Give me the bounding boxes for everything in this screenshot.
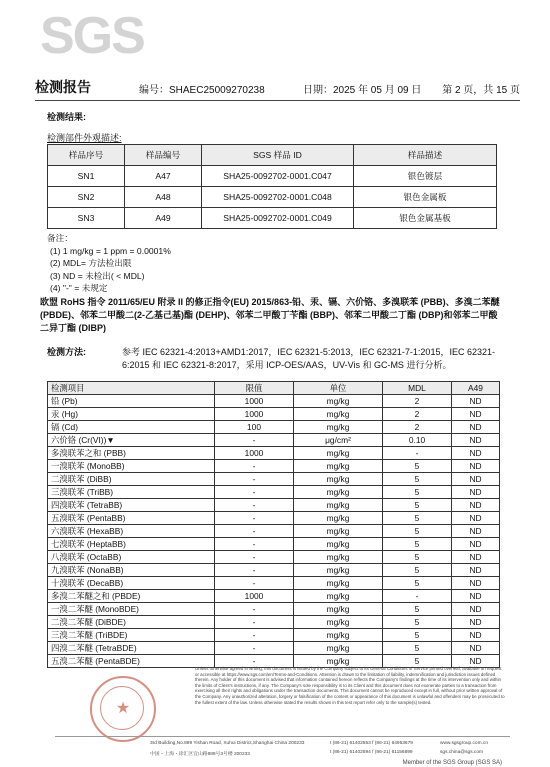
results-table-row-cell: mg/kg bbox=[294, 551, 383, 564]
results-table-row bbox=[48, 577, 500, 590]
results-table-row-cell: 七溴联苯 (HeptaBB) bbox=[48, 538, 215, 551]
website: www.sgsgroup.com.cn bbox=[440, 741, 488, 746]
results-table-row-cell: - bbox=[383, 447, 452, 460]
results-table-row-cell: mg/kg bbox=[294, 486, 383, 499]
legal-disclaimer: Unless otherwise agreed in writing, this document is issued by the Company subject to its General Conditions of Service printed overleaf, available on request or accessible at https://www.sgs.com/en/Terms-and-Conditions. Attention is drawn to the limitation of liability, indemnification and jurisdiction issues defined therein. Any holder of this document is advised that information contained hereon reflects the Company's findings at the time of its intervention only and within the limits of Client's instructions, if any. The Company's sole responsibility is to its Client and this document does not exonerate parties to a transaction from exercising all their rights and obligations under the transaction documents. This document cannot be reproduced except in full, without prior written approval of the Company. Any unauthorized alteration, forgery or falsification of the content or appearance of this document is unlawful and offenders may be prosecuted to the fullest extent of the law. Unless otherwise stated the results shown in this test report refer only to the sample(s) tested. bbox=[195, 666, 505, 705]
results-table-row-cell: 六溴联苯 (HexaBB) bbox=[48, 525, 215, 538]
results-table-row-cell: ND bbox=[452, 460, 500, 473]
results-table-row-cell: ND bbox=[452, 512, 500, 525]
results-table-row bbox=[48, 642, 500, 655]
parts-table-row-cell: SHA25-0092702-0001.C047 bbox=[202, 166, 354, 187]
results-table-row-cell: mg/kg bbox=[294, 603, 383, 616]
results-table-row-cell: 5 bbox=[383, 616, 452, 629]
results-table-row bbox=[48, 421, 500, 434]
results-table-row-cell: ND bbox=[452, 447, 500, 460]
report-number: 编号：SHAEC25009270238 bbox=[139, 85, 265, 96]
results-table-row-cell: 汞 (Hg) bbox=[48, 408, 215, 421]
sgs-logo: SGS bbox=[40, 7, 144, 65]
parts-table-row-cell: SHA25-0092702-0001.C048 bbox=[202, 187, 354, 208]
results-table-row-cell: 1000 bbox=[215, 408, 294, 421]
results-table-row-cell: - bbox=[215, 460, 294, 473]
address-en: 3rd Building,No.889 Yishan Road, Xuhui District,Shanghai China 200233 bbox=[150, 741, 305, 746]
results-table-row-cell: 二溴联苯 (DiBB) bbox=[48, 473, 215, 486]
parts-table-row-cell: A49 bbox=[125, 208, 202, 229]
results-table-row-cell: ND bbox=[452, 616, 500, 629]
results-table-row-cell: 5 bbox=[383, 642, 452, 655]
notes bbox=[47, 232, 171, 295]
results-table-row bbox=[48, 486, 500, 499]
results-table-row-cell: - bbox=[215, 616, 294, 629]
results-table-row-cell: - bbox=[215, 538, 294, 551]
results-table-row-cell: 5 bbox=[383, 655, 452, 668]
results-table-row-cell: ND bbox=[452, 655, 500, 668]
note-item: (2) MDL= 方法检出限 bbox=[50, 258, 132, 268]
rohs-title: 欧盟 RoHS 指令 2011/65/EU 附录 II 的修正指令(EU) 2015/863-铅、汞、镉、六价铬、多溴联苯 (PBB)、多溴二苯醚 (PBDE)、邻苯二甲酸二(2-乙基己基)酯 (DEHP)、邻苯二甲酸丁苄酯 (BBP)、邻苯二甲酸二丁酯 (DBP)和邻苯二甲酸二异丁酯 (DIBP) bbox=[40, 297, 500, 333]
results-table-row-cell: - bbox=[215, 486, 294, 499]
results-table-row-cell: 十溴联苯 (DecaBB) bbox=[48, 577, 215, 590]
parts-table-row-cell: A48 bbox=[125, 187, 202, 208]
results-table-row-cell: - bbox=[215, 473, 294, 486]
results-table-row-cell: mg/kg bbox=[294, 512, 383, 525]
results-table-row-cell: - bbox=[215, 564, 294, 577]
results-table-row bbox=[48, 447, 500, 460]
results-table-row bbox=[48, 460, 500, 473]
results-table-row-cell: 三溴二苯醚 (TriBDE) bbox=[48, 629, 215, 642]
results-table-row-cell: 5 bbox=[383, 525, 452, 538]
results-table-row-cell: - bbox=[215, 603, 294, 616]
results-table-row-cell: 5 bbox=[383, 512, 452, 525]
results-header-cell: 检测项目 bbox=[48, 382, 215, 395]
results-table-row-cell: ND bbox=[452, 486, 500, 499]
results-table-row bbox=[48, 395, 500, 408]
results-table-row-cell: 八溴联苯 (OctaBB) bbox=[48, 551, 215, 564]
results-table-row-cell: 5 bbox=[383, 538, 452, 551]
parts-table-row bbox=[48, 208, 497, 229]
parts-table-row-cell: SHA25-0092702-0001.C049 bbox=[202, 208, 354, 229]
results-table-row-cell: mg/kg bbox=[294, 642, 383, 655]
results-table-row-cell: 0.10 bbox=[383, 434, 452, 447]
results-table-row-cell: 一溴二苯醚 (MonoBDE) bbox=[48, 603, 215, 616]
results-table-row-cell: - bbox=[215, 655, 294, 668]
results-table-row-cell: 三溴联苯 (TriBB) bbox=[48, 486, 215, 499]
results-table-row-cell: μg/cm² bbox=[294, 434, 383, 447]
page-number: 第 2 页，共 15 页 bbox=[442, 85, 520, 96]
results-table-row-cell: 四溴联苯 (TetraBB) bbox=[48, 499, 215, 512]
results-table-row-cell: 5 bbox=[383, 460, 452, 473]
results-table-row-cell: 5 bbox=[383, 603, 452, 616]
results-table-row-cell: 2 bbox=[383, 408, 452, 421]
method-label: 检测方法: bbox=[47, 347, 86, 357]
results-table-row-cell: - bbox=[215, 629, 294, 642]
results-header-cell: MDL bbox=[383, 382, 452, 395]
report-header bbox=[35, 80, 520, 98]
results-table-row-cell: mg/kg bbox=[294, 590, 383, 603]
results-table-row-cell: 五溴联苯 (PentaBB) bbox=[48, 512, 215, 525]
results-table-row-cell: 100 bbox=[215, 421, 294, 434]
phone-en: t (86-21) 61402553 f (86-21) 64953679 bbox=[330, 741, 413, 746]
results-table-row-cell: - bbox=[215, 512, 294, 525]
parts-table-row-cell: 银色金属基板 bbox=[354, 208, 497, 229]
results-table-row-cell: mg/kg bbox=[294, 564, 383, 577]
parts-table-row-cell: A47 bbox=[125, 166, 202, 187]
results-table-row bbox=[48, 434, 500, 447]
results-table-row-cell: - bbox=[215, 642, 294, 655]
results-table-row-cell: mg/kg bbox=[294, 577, 383, 590]
results-table-row bbox=[48, 525, 500, 538]
results-table-row-cell: mg/kg bbox=[294, 525, 383, 538]
results-table-row-cell: mg/kg bbox=[294, 499, 383, 512]
results-table-row-cell: 铅 (Pb) bbox=[48, 395, 215, 408]
results-table-row-cell: 多溴联苯之和 (PBB) bbox=[48, 447, 215, 460]
parts-header-cell: 样品描述 bbox=[354, 145, 497, 166]
parts-heading: 检测部件外观描述: bbox=[47, 133, 122, 143]
results-table-row-cell: ND bbox=[452, 538, 500, 551]
header-divider bbox=[35, 100, 520, 101]
results-header-cell: A49 bbox=[452, 382, 500, 395]
results-table-row-cell: ND bbox=[452, 421, 500, 434]
results-table-row-cell: 5 bbox=[383, 473, 452, 486]
results-table-header-row bbox=[48, 382, 500, 395]
results-table-row-cell: ND bbox=[452, 642, 500, 655]
results-table-row-cell: 5 bbox=[383, 486, 452, 499]
results-table-row bbox=[48, 473, 500, 486]
results-table-row-cell: ND bbox=[452, 629, 500, 642]
results-table-row-cell: mg/kg bbox=[294, 395, 383, 408]
results-table-row bbox=[48, 408, 500, 421]
note-item: (1) 1 mg/kg = 1 ppm = 0.0001% bbox=[50, 245, 171, 256]
parts-table bbox=[47, 144, 497, 229]
results-table-row-cell: ND bbox=[452, 551, 500, 564]
report-title: 检测报告 bbox=[35, 80, 91, 96]
results-table-row-cell: ND bbox=[452, 499, 500, 512]
results-table-row-cell: 5 bbox=[383, 564, 452, 577]
results-table-row-cell: 2 bbox=[383, 421, 452, 434]
results-table-row-cell: ND bbox=[452, 395, 500, 408]
results-table-row-cell: mg/kg bbox=[294, 473, 383, 486]
results-table-row-cell: mg/kg bbox=[294, 460, 383, 473]
results-table-row-cell: ND bbox=[452, 577, 500, 590]
parts-table-row bbox=[48, 166, 497, 187]
note-item: (4) "-" = 未规定 bbox=[50, 283, 108, 293]
results-table-row bbox=[48, 538, 500, 551]
results-table-row-cell: 5 bbox=[383, 577, 452, 590]
results-table-row-cell: mg/kg bbox=[294, 538, 383, 551]
results-table-row-cell: 1000 bbox=[215, 590, 294, 603]
results-table-row-cell: 5 bbox=[383, 629, 452, 642]
address-cn: 中国・上海・徐汇区宜山路889号3号楼 200233 bbox=[150, 752, 250, 757]
phone-cn: t (86-21) 61402594 f (86-21) 61156899 bbox=[330, 750, 413, 755]
results-table-row-cell: ND bbox=[452, 434, 500, 447]
results-table-row-cell: - bbox=[215, 499, 294, 512]
results-table-row-cell: mg/kg bbox=[294, 421, 383, 434]
results-table-row-cell: 四溴二苯醚 (TetraBDE) bbox=[48, 642, 215, 655]
results-table-row-cell: 九溴联苯 (NonaBB) bbox=[48, 564, 215, 577]
results-table-row-cell: - bbox=[215, 434, 294, 447]
results-table-row-cell: mg/kg bbox=[294, 408, 383, 421]
results-table-row-cell: ND bbox=[452, 525, 500, 538]
parts-table-row-cell: 银色金属板 bbox=[354, 187, 497, 208]
company-seal: ★ bbox=[90, 676, 156, 742]
parts-table-row-cell: SN3 bbox=[48, 208, 125, 229]
results-table-row bbox=[48, 499, 500, 512]
results-table-row-cell: ND bbox=[452, 590, 500, 603]
results-table-row bbox=[48, 629, 500, 642]
results-table-row bbox=[48, 512, 500, 525]
parts-table-row-cell: SN1 bbox=[48, 166, 125, 187]
footer-divider bbox=[55, 736, 510, 737]
method-text: 参考 IEC 62321-4:2013+AMD1:2017，IEC 62321-5:2013，IEC 62321-7-1:2015，IEC 62321-6:2015 和 IEC 62321-8:2017，采用 ICP-OES/AAS，UV-Vis 和 GC-MS 进行分析。 bbox=[122, 347, 495, 370]
results-table-row-cell: - bbox=[215, 577, 294, 590]
email: sgs.china@sgs.com bbox=[440, 750, 483, 755]
results-heading: 检测结果: bbox=[47, 112, 86, 122]
results-table-row-cell: 1000 bbox=[215, 447, 294, 460]
results-table-row bbox=[48, 564, 500, 577]
report-date: 日期：2025 年 05 月 09 日 bbox=[303, 85, 422, 96]
results-header-cell: 单位 bbox=[294, 382, 383, 395]
results-table-row-cell: 多溴二苯醚之和 (PBDE) bbox=[48, 590, 215, 603]
results-table-row-cell: ND bbox=[452, 564, 500, 577]
parts-header-cell: 样品序号 bbox=[48, 145, 125, 166]
results-table-row bbox=[48, 603, 500, 616]
results-table-row-cell: 5 bbox=[383, 551, 452, 564]
results-table-row-cell: 5 bbox=[383, 499, 452, 512]
results-table-row-cell: ND bbox=[452, 408, 500, 421]
parts-header-cell: 样品编号 bbox=[125, 145, 202, 166]
results-table-row-cell: 镉 (Cd) bbox=[48, 421, 215, 434]
results-table-row-cell: mg/kg bbox=[294, 616, 383, 629]
results-table-row-cell: mg/kg bbox=[294, 447, 383, 460]
results-table-row-cell: 六价铬 (Cr(VI))▼ bbox=[48, 434, 215, 447]
sgs-member-note: Member of the SGS Group (SGS SA) bbox=[402, 760, 502, 766]
results-table-row-cell: - bbox=[215, 525, 294, 538]
results-table-row-cell: 2 bbox=[383, 395, 452, 408]
results-table-row-cell: - bbox=[383, 590, 452, 603]
results-table-row-cell: 二溴二苯醚 (DiBDE) bbox=[48, 616, 215, 629]
results-table-row bbox=[48, 616, 500, 629]
results-table-row-cell: 一溴联苯 (MonoBB) bbox=[48, 460, 215, 473]
results-table-row-cell: - bbox=[215, 551, 294, 564]
results-table-row bbox=[48, 551, 500, 564]
results-table-row-cell: ND bbox=[452, 603, 500, 616]
parts-table-row-cell: SN2 bbox=[48, 187, 125, 208]
parts-table-row-cell: 银色镀层 bbox=[354, 166, 497, 187]
results-header-cell: 限值 bbox=[215, 382, 294, 395]
parts-table-header-row bbox=[48, 145, 497, 166]
results-table-row-cell: mg/kg bbox=[294, 629, 383, 642]
results-table-row-cell: ND bbox=[452, 473, 500, 486]
notes-title: 备注： bbox=[47, 233, 73, 243]
results-table bbox=[47, 381, 500, 668]
results-table-row-cell: 1000 bbox=[215, 395, 294, 408]
results-table-row bbox=[48, 590, 500, 603]
parts-table-row bbox=[48, 187, 497, 208]
parts-header-cell: SGS 样品 ID bbox=[202, 145, 354, 166]
results-table-row-cell: mg/kg bbox=[294, 655, 383, 668]
note-item: (3) ND = 未检出( < MDL) bbox=[50, 270, 145, 281]
results-table-row-cell: 五溴二苯醚 (PentaBDE) bbox=[48, 655, 215, 668]
